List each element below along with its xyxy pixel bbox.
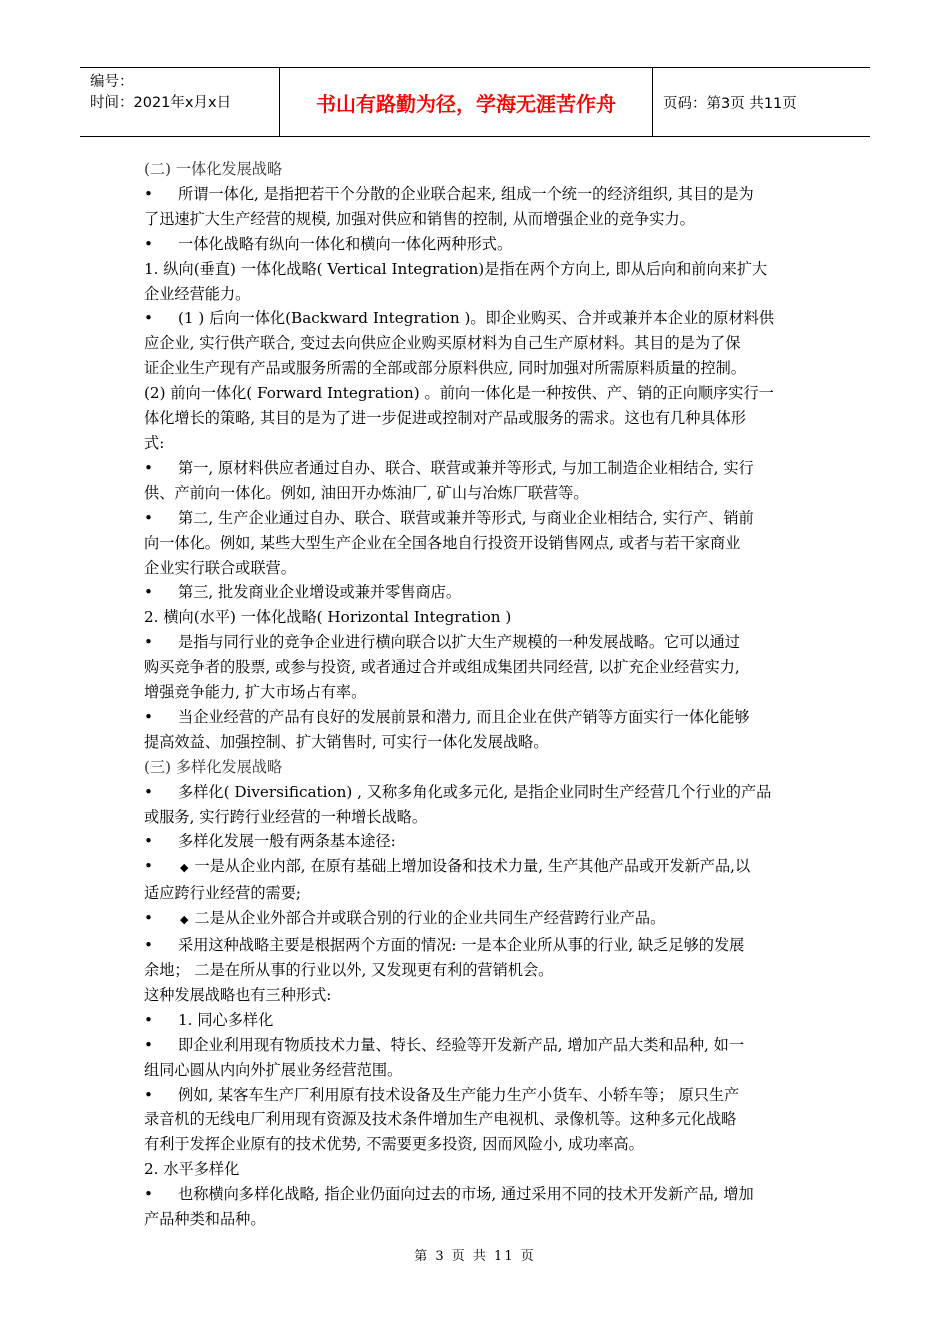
bullet-icon: •	[144, 309, 153, 328]
bullet-icon: •	[144, 832, 153, 851]
text-line: 证企业生产现有产品或服务所需的全部或部分原料供应, 同时加强对所需原料质量的控制。	[144, 359, 746, 378]
bullet-icon: •	[144, 1010, 153, 1029]
bullet-line: • 采用这种战略主要是根据两个方面的情况: 一是本企业所从事的行业, 缺乏足够的发展	[144, 933, 812, 958]
section-heading: (三) 多样化发展战略	[144, 757, 283, 776]
bullet-icon: •	[144, 782, 153, 801]
bullet-line: • 第二, 生产企业通过自办、联合、联营或兼并等形式, 与商业企业相结合, 实行产、销前	[144, 506, 812, 531]
bullet-line: • 所谓一体化, 是指把若干个分散的企业联合起来, 组成一个统一的经济组织, 其目的是为	[144, 182, 812, 207]
page-number-label: 页码：第3页 共11页	[663, 95, 797, 112]
bullet-icon: •	[144, 508, 153, 527]
section-heading: (二) 一体化发展战略	[144, 160, 283, 178]
bullet-line: • 多样化( Diversification) , 又称多角化或多元化, 是指企业同时生产经营几个行业的产品	[144, 780, 812, 805]
bullet-icon: •	[144, 857, 153, 876]
bullet-line: • ◆ 二是从企业外部合并或联合别的行业的企业共同生产经营跨行业产品。	[144, 906, 812, 933]
bullet-icon: •	[144, 909, 153, 928]
date-label: 时间：2021年x月x日	[90, 95, 232, 111]
bullet-icon: •	[144, 234, 153, 253]
text-line: 企业经营能力。	[144, 284, 251, 303]
header-table	[80, 67, 870, 137]
bullet-icon: •	[144, 184, 153, 203]
text-line: 应企业, 实行供产联合, 变过去向供应企业购买原材料为自己生产原材料。其目的是为了保	[144, 334, 741, 353]
bullet-line: • 即企业利用现有物质技术力量、特长、经验等开发新产品, 增加产品大类和品种, 如一	[144, 1033, 812, 1058]
bullet-icon: •	[144, 707, 153, 726]
text-line: 企业实行联合或联营。	[144, 558, 296, 577]
bullet-line: • 也称横向多样化战略, 指企业仍面向过去的市场, 通过采用不同的技术开发新产品, 增加	[144, 1182, 812, 1207]
bullet-line: • 一体化战略有纵向一体化和横向一体化两种形式。	[144, 232, 812, 257]
bullet-line: • (1 ) 后向一体化(Backward Integration )。即企业购买、合并或兼并本企业的原材料供	[144, 306, 812, 331]
bullet-icon: •	[144, 1085, 153, 1104]
header-left-cell	[80, 68, 280, 136]
bullet-line: • 多样化发展一般有两条基本途径:	[144, 829, 812, 854]
bullet-line: • 例如, 某客车生产厂利用原有技术设备及生产能力生产小货车、小轿车等； 原只生产	[144, 1083, 812, 1108]
text-line: 组同心圆从内向外扩展业务经营范围。	[144, 1060, 403, 1079]
bullet-line: • 当企业经营的产品有良好的发展前景和潜力, 而且企业在供产销等方面实行一体化能够	[144, 705, 812, 730]
text-line: 体化增长的策略, 其目的是为了进一步促进或控制对产品或服务的需求。这也有几种具体形	[144, 409, 746, 428]
text-line: 余地； 二是在所从事的行业以外, 又发现更有利的营销机会。	[144, 961, 554, 979]
text-line: 录音机的无线电厂利用现有资源及技术条件增加生产电视机、录像机等。这种多元化战略	[144, 1110, 737, 1129]
text-line: 2. 水平多样化	[144, 1160, 240, 1179]
bullet-line: • ◆ 一是从企业内部, 在原有基础上增加设备和技术力量, 生产其他产品或开发新产品,以	[144, 854, 812, 881]
text-line: 2. 横向(水平) 一体化战略( Horizontal Integration )	[144, 608, 512, 627]
motto-banner: 书山有路勤为径，学海无涯苦作舟	[280, 68, 653, 136]
page-footer: 第 3 页 共 11 页	[414, 1249, 536, 1264]
bullet-line: • 是指与同行业的竞争企业进行横向联合以扩大生产规模的一种发展战略。它可以通过	[144, 630, 812, 655]
text-line: 了迅速扩大生产经营的规模, 加强对供应和销售的控制, 从而增强企业的竞争实力。	[144, 209, 695, 228]
bullet-icon: •	[144, 1035, 153, 1054]
diamond-icon: ◆	[180, 913, 189, 927]
text-line: 式:	[144, 433, 165, 452]
bullet-icon: •	[144, 936, 153, 955]
text-line: 购买竞争者的股票, 或参与投资, 或者通过合并或组成集团共同经营, 以扩充企业经营实力,	[144, 658, 740, 677]
text-line: 或服务, 实行跨行业经营的一种增长战略。	[144, 807, 428, 826]
text-line: 增强竞争能力, 扩大市场占有率。	[144, 683, 367, 702]
bullet-line: • 1. 同心多样化	[144, 1008, 812, 1033]
document-body	[144, 157, 812, 1232]
text-line: 适应跨行业经营的需要;	[144, 884, 301, 903]
bullet-icon: •	[144, 583, 153, 602]
number-label: 编号：	[90, 74, 134, 90]
text-line: 向一体化。例如, 某些大型生产企业在全国各地自行投资开设销售网点, 或者与若干家商业	[144, 533, 741, 552]
bullet-icon: •	[144, 633, 153, 652]
text-line: 供、产前向一体化。例如, 油田开办炼油厂, 矿山与冶炼厂联营等。	[144, 483, 589, 502]
text-line: 这种发展战略也有三种形式:	[144, 985, 332, 1004]
text-line: 提高效益、加强控制、扩大销售时, 可实行一体化发展战略。	[144, 732, 549, 751]
bullet-icon: •	[144, 1185, 153, 1204]
text-line: 1. 纵向(垂直) 一体化战略( Vertical Integration)是指在两个方向上, 即从后向和前向来扩大	[144, 259, 768, 278]
text-line: 产品种类和品种。	[144, 1210, 266, 1229]
bullet-line: • 第三, 批发商业企业增设或兼并零售商店。	[144, 580, 812, 605]
bullet-icon: •	[144, 458, 153, 477]
bullet-line: • 第一, 原材料供应者通过自办、联合、联营或兼并等形式, 与加工制造企业相结合, 实行	[144, 456, 812, 481]
text-line: 有利于发挥企业原有的技术优势, 不需要更多投资, 因而风险小, 成功率高。	[144, 1135, 644, 1154]
text-line: (2) 前向一体化( Forward Integration) 。前向一体化是一种按供、产、销的正向顺序实行一	[144, 384, 774, 403]
diamond-icon: ◆	[180, 861, 189, 875]
